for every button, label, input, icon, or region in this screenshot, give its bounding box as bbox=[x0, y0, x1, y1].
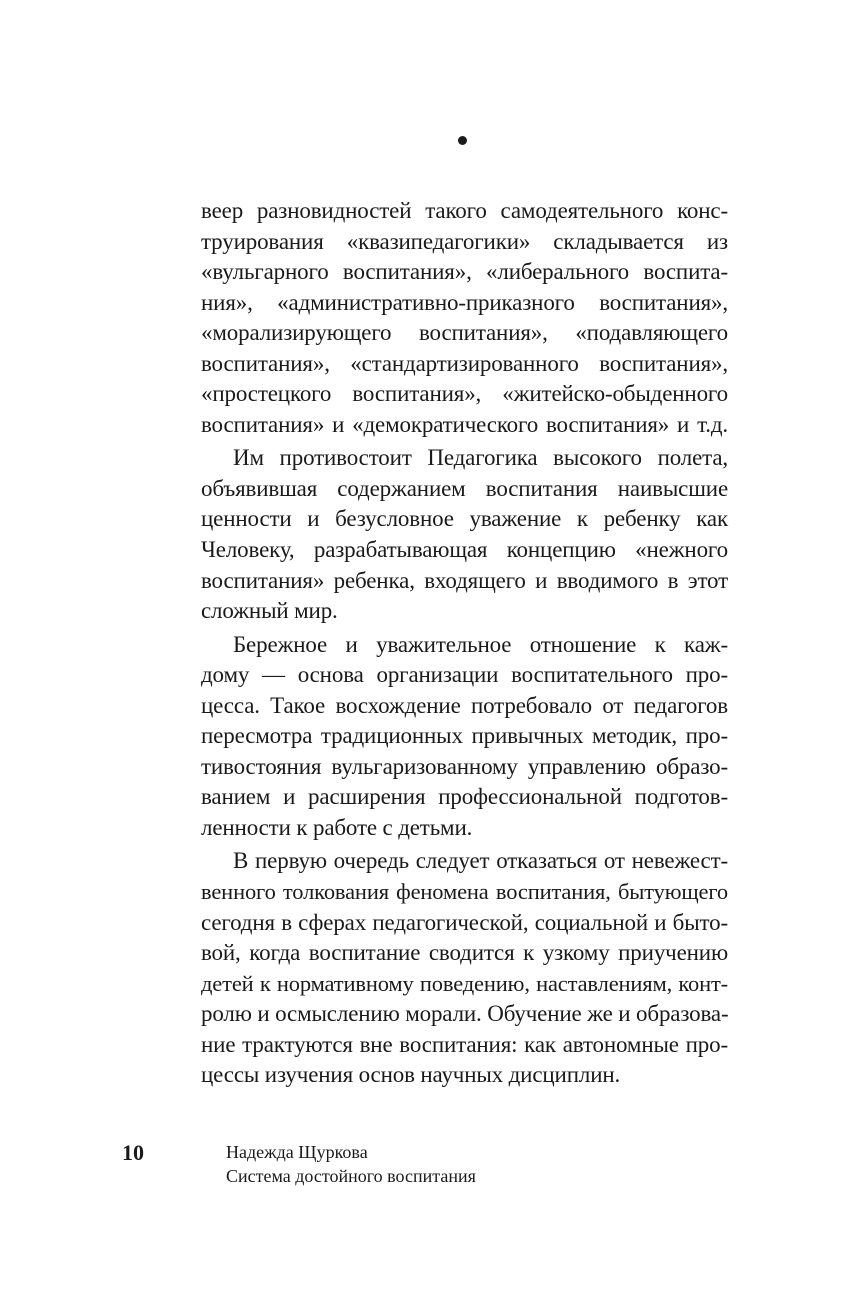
text-line: Бережное и уважительное отношение к каж- bbox=[233, 631, 728, 657]
text-line: ния», «административно-приказного воспитания», bbox=[201, 289, 728, 315]
paragraph bbox=[201, 443, 728, 626]
text-line: Им противостоит Педагогика высокого полета, bbox=[233, 445, 728, 471]
text-line: ценности и безусловное уважение к ребенку как bbox=[201, 506, 728, 532]
text-line: тивостояния вульгаризованному управлению образо- bbox=[201, 753, 728, 779]
text-line: ленности к работе с детьми. bbox=[201, 814, 473, 840]
text-line: В первую очередь следует отказаться от невежест- bbox=[233, 848, 728, 874]
body-text bbox=[201, 196, 728, 1091]
text-line: ролю и осмыслению морали. Обучение же и образова- bbox=[201, 1001, 729, 1027]
text-line: воспитания» и «демократического воспитания» и т.д. bbox=[201, 411, 728, 437]
text-line: воспитания» ребенка, входящего и вводимого в этот bbox=[201, 567, 728, 593]
text-line: Человеку, разрабатывающая концепцию «нежного bbox=[201, 537, 728, 563]
text-line: «морализирующего воспитания», «подавляющего bbox=[201, 320, 728, 346]
text-line: дому — основа организации воспитательного про- bbox=[201, 662, 728, 688]
book-title: Система достойного воспитания bbox=[226, 1166, 476, 1186]
page-footer bbox=[122, 1140, 742, 1200]
text-line: детей к нормативному поведению, наставлениям, конт- bbox=[201, 970, 728, 996]
text-line: «простецкого воспитания», «житейско-обыденного bbox=[201, 381, 728, 407]
text-line: «вульгарного воспитания», «либерального воспита- bbox=[201, 259, 728, 285]
paragraph bbox=[201, 846, 728, 1090]
section-bullet bbox=[458, 136, 467, 145]
text-line: сегодня в сферах педагогической, социальной и быто- bbox=[201, 909, 728, 935]
author-name: Надежда Щуркова bbox=[226, 1142, 368, 1162]
text-line: ние трактуются вне воспитания: как автономные про- bbox=[201, 1031, 728, 1057]
text-line: ванием и расширения профессиональной подготов- bbox=[201, 784, 728, 810]
text-line: цесса. Такое восхождение потребовало от педагогов bbox=[201, 692, 728, 718]
text-line: объявившая содержанием воспитания наивысшие bbox=[201, 475, 728, 501]
text-line: труирования «квазипедагогики» складывается из bbox=[201, 228, 728, 254]
text-line: венного толкования феномена воспитания, бытующего bbox=[201, 879, 728, 905]
paragraph bbox=[201, 196, 728, 440]
text-line: пересмотра традиционных привычных методик, про- bbox=[201, 723, 728, 749]
page-number: 10 bbox=[122, 1140, 144, 1165]
text-line: веер разновидностей такого самодеятельного конс- bbox=[201, 198, 728, 223]
text-line: вой, когда воспитание сводится к узкому приучению bbox=[201, 940, 728, 966]
text-line: цессы изучения основ научных дисциплин. bbox=[201, 1062, 621, 1088]
paragraph bbox=[201, 630, 728, 844]
text-line: воспитания», «стандартизированного воспитания», bbox=[201, 350, 728, 376]
running-footer bbox=[226, 1140, 476, 1188]
text-line: сложный мир. bbox=[201, 598, 338, 624]
